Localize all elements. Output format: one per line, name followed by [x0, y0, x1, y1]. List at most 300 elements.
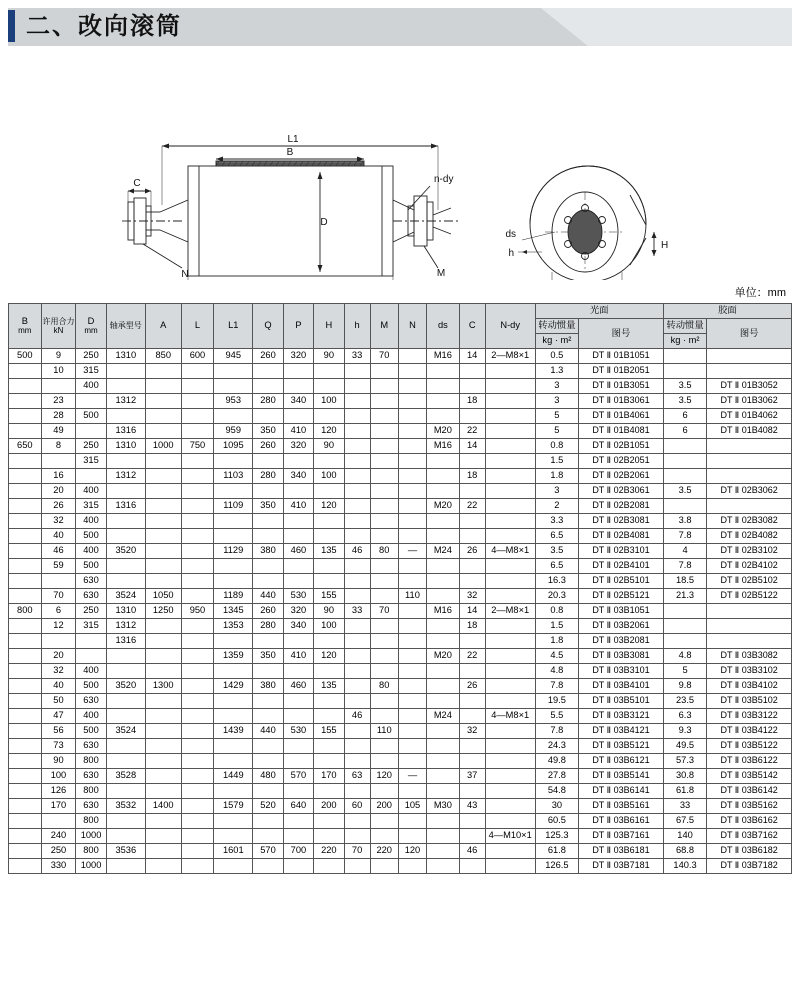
- cell-Q: [253, 409, 283, 424]
- cell-F: 100: [41, 769, 76, 784]
- cell-drawing-smooth: DT Ⅱ 03B1051: [579, 604, 664, 619]
- cell-B: [9, 394, 42, 409]
- cell-C: [459, 784, 485, 799]
- cell-drawing-smooth: DT Ⅱ 02B4081: [579, 529, 664, 544]
- cell-Q: [253, 454, 283, 469]
- cell-N: [398, 349, 426, 364]
- cell-ds: [427, 664, 460, 679]
- cell-P: [283, 364, 313, 379]
- cell-ndy: [485, 634, 535, 649]
- cell-A: [145, 709, 181, 724]
- cell-ndy: [485, 859, 535, 874]
- cell-B: 800: [9, 604, 42, 619]
- cell-drawing-rubber: DT Ⅱ 01B3062: [707, 394, 792, 409]
- cell-D: 800: [76, 754, 106, 769]
- cell-L1: [214, 379, 253, 394]
- cell-bearing: [106, 529, 145, 544]
- cell-L1: 945: [214, 349, 253, 364]
- cell-M: [370, 514, 398, 529]
- cell-Q: [253, 634, 283, 649]
- cell-M: [370, 694, 398, 709]
- cell-ndy: [485, 754, 535, 769]
- cell-inertia-smooth: 3: [535, 484, 578, 499]
- cell-D: 400: [76, 664, 106, 679]
- cell-h: [344, 679, 370, 694]
- col-C: C: [459, 304, 485, 349]
- cell-drawing-rubber: DT Ⅱ 03B7162: [707, 829, 792, 844]
- cell-F: 90: [41, 754, 76, 769]
- cell-C: [459, 529, 485, 544]
- col-ds: ds: [427, 304, 460, 349]
- cell-H: 90: [314, 439, 344, 454]
- cell-D: 1000: [76, 859, 106, 874]
- cell-P: [283, 664, 313, 679]
- cell-inertia-rubber: 21.3: [663, 589, 706, 604]
- cell-P: [283, 454, 313, 469]
- cell-h: [344, 859, 370, 874]
- cell-Q: 440: [253, 589, 283, 604]
- cell-Q: [253, 379, 283, 394]
- cell-ndy: [485, 484, 535, 499]
- cell-F: [41, 634, 76, 649]
- cell-Q: [253, 364, 283, 379]
- cell-H: [314, 859, 344, 874]
- cell-C: [459, 664, 485, 679]
- cell-ndy: [485, 559, 535, 574]
- cell-L: [181, 754, 214, 769]
- cell-N: [398, 514, 426, 529]
- cell-A: [145, 739, 181, 754]
- cell-M: [370, 499, 398, 514]
- dim-label-M: M: [436, 268, 446, 279]
- col-bearing: 轴承型号: [106, 304, 145, 349]
- cell-ds: M20: [427, 499, 460, 514]
- cell-ds: M24: [427, 544, 460, 559]
- cell-ndy: [485, 769, 535, 784]
- cell-ndy: 4—M8×1: [485, 544, 535, 559]
- cell-C: [459, 454, 485, 469]
- cell-h: [344, 649, 370, 664]
- cell-C: [459, 514, 485, 529]
- dim-label-L1: L1: [287, 134, 299, 145]
- cell-N: —: [398, 769, 426, 784]
- cell-inertia-smooth: 1.3: [535, 364, 578, 379]
- cell-B: [9, 424, 42, 439]
- cell-D: 500: [76, 529, 106, 544]
- cell-H: [314, 409, 344, 424]
- cell-H: [314, 634, 344, 649]
- cell-N: [398, 859, 426, 874]
- cell-ds: [427, 859, 460, 874]
- cell-F: 40: [41, 529, 76, 544]
- cell-P: 410: [283, 499, 313, 514]
- cell-bearing: 3524: [106, 589, 145, 604]
- cell-P: [283, 379, 313, 394]
- cell-L: [181, 799, 214, 814]
- cell-ndy: [485, 514, 535, 529]
- cell-D: 800: [76, 844, 106, 859]
- cell-h: 63: [344, 769, 370, 784]
- cell-D: 630: [76, 739, 106, 754]
- table-row: [9, 559, 792, 574]
- cell-C: 14: [459, 604, 485, 619]
- cell-h: [344, 379, 370, 394]
- cell-h: [344, 814, 370, 829]
- cell-P: 530: [283, 724, 313, 739]
- table-row: [9, 784, 792, 799]
- cell-inertia-smooth: 7.8: [535, 724, 578, 739]
- cell-Q: [253, 529, 283, 544]
- col-inertia-rubber-unit: kg · m²: [663, 334, 706, 349]
- cell-L1: 1449: [214, 769, 253, 784]
- table-row: [9, 514, 792, 529]
- cell-L1: [214, 574, 253, 589]
- cell-F: 49: [41, 424, 76, 439]
- cell-ds: [427, 469, 460, 484]
- cell-ds: [427, 739, 460, 754]
- cell-F: 8: [41, 439, 76, 454]
- cell-H: [314, 664, 344, 679]
- cell-bearing: 1312: [106, 394, 145, 409]
- cell-inertia-rubber: 4: [663, 544, 706, 559]
- cell-drawing-smooth: DT Ⅱ 03B5121: [579, 739, 664, 754]
- cell-inertia-smooth: 1.8: [535, 634, 578, 649]
- cell-ndy: [485, 844, 535, 859]
- cell-A: 1250: [145, 604, 181, 619]
- cell-B: [9, 739, 42, 754]
- cell-bearing: [106, 859, 145, 874]
- cell-M: [370, 619, 398, 634]
- cell-C: [459, 754, 485, 769]
- cell-L1: [214, 859, 253, 874]
- cell-ds: [427, 574, 460, 589]
- cell-D: 315: [76, 619, 106, 634]
- cell-A: [145, 829, 181, 844]
- cell-drawing-smooth: DT Ⅱ 01B4081: [579, 424, 664, 439]
- table-row: [9, 709, 792, 724]
- cell-drawing-smooth: DT Ⅱ 03B2081: [579, 634, 664, 649]
- dim-label-ds: ds: [505, 229, 516, 240]
- cell-Q: 280: [253, 469, 283, 484]
- cell-drawing-smooth: DT Ⅱ 02B2051: [579, 454, 664, 469]
- cell-drawing-rubber: DT Ⅱ 01B4082: [707, 424, 792, 439]
- cell-F: 47: [41, 709, 76, 724]
- cell-P: [283, 484, 313, 499]
- cell-H: 90: [314, 349, 344, 364]
- cell-H: 120: [314, 499, 344, 514]
- cell-Q: 350: [253, 499, 283, 514]
- cell-ds: [427, 454, 460, 469]
- cell-inertia-smooth: 3: [535, 379, 578, 394]
- cell-inertia-rubber: 3.8: [663, 514, 706, 529]
- cell-ds: M20: [427, 649, 460, 664]
- cell-H: 100: [314, 394, 344, 409]
- cell-F: 32: [41, 514, 76, 529]
- cell-L1: [214, 664, 253, 679]
- cell-H: [314, 739, 344, 754]
- cell-B: [9, 769, 42, 784]
- cell-B: [9, 364, 42, 379]
- cell-bearing: [106, 784, 145, 799]
- cell-ndy: [485, 664, 535, 679]
- table-row: [9, 454, 792, 469]
- cell-P: 340: [283, 469, 313, 484]
- cell-C: 22: [459, 649, 485, 664]
- cell-h: [344, 529, 370, 544]
- cell-bearing: [106, 694, 145, 709]
- cell-N: [398, 619, 426, 634]
- cell-F: [41, 574, 76, 589]
- cell-H: 135: [314, 679, 344, 694]
- cell-A: [145, 619, 181, 634]
- cell-ds: [427, 394, 460, 409]
- cell-drawing-rubber: DT Ⅱ 03B3082: [707, 649, 792, 664]
- cell-H: [314, 829, 344, 844]
- cell-drawing-rubber: DT Ⅱ 03B4122: [707, 724, 792, 739]
- cell-drawing-rubber: DT Ⅱ 03B3122: [707, 709, 792, 724]
- cell-A: [145, 844, 181, 859]
- cell-drawing-rubber: DT Ⅱ 02B4102: [707, 559, 792, 574]
- cell-C: 43: [459, 799, 485, 814]
- cell-F: 20: [41, 484, 76, 499]
- cell-L1: [214, 829, 253, 844]
- cell-D: 500: [76, 724, 106, 739]
- cell-B: [9, 484, 42, 499]
- cell-H: 200: [314, 799, 344, 814]
- cell-inertia-rubber: 7.8: [663, 559, 706, 574]
- cell-L1: [214, 694, 253, 709]
- cell-D: 250: [76, 439, 106, 454]
- cell-C: 18: [459, 619, 485, 634]
- cell-D: 630: [76, 589, 106, 604]
- cell-N: [398, 694, 426, 709]
- cell-B: 500: [9, 349, 42, 364]
- cell-L: [181, 484, 214, 499]
- cell-drawing-rubber: DT Ⅱ 02B3082: [707, 514, 792, 529]
- cell-D: 315: [76, 364, 106, 379]
- cell-L: [181, 544, 214, 559]
- cell-bearing: [106, 484, 145, 499]
- cell-L: [181, 649, 214, 664]
- cell-h: [344, 409, 370, 424]
- cell-C: 46: [459, 844, 485, 859]
- cell-inertia-rubber: [663, 364, 706, 379]
- cell-bearing: [106, 409, 145, 424]
- cell-h: [344, 589, 370, 604]
- col-M: M: [370, 304, 398, 349]
- cell-ds: [427, 559, 460, 574]
- cell-Q: 350: [253, 649, 283, 664]
- cell-B: [9, 634, 42, 649]
- cell-inertia-rubber: [663, 619, 706, 634]
- cell-N: [398, 469, 426, 484]
- cell-drawing-rubber: DT Ⅱ 03B5102: [707, 694, 792, 709]
- cell-drawing-rubber: [707, 469, 792, 484]
- cell-M: [370, 394, 398, 409]
- cell-D: 800: [76, 814, 106, 829]
- cell-ndy: [485, 799, 535, 814]
- cell-drawing-smooth: DT Ⅱ 03B7181: [579, 859, 664, 874]
- cell-inertia-smooth: 3.5: [535, 544, 578, 559]
- cell-drawing-smooth: DT Ⅱ 02B4101: [579, 559, 664, 574]
- cell-inertia-rubber: 5: [663, 664, 706, 679]
- cell-F: 16: [41, 469, 76, 484]
- cell-bearing: [106, 379, 145, 394]
- drawing-svg: [10, 60, 790, 280]
- cell-L1: 1353: [214, 619, 253, 634]
- cell-inertia-smooth: 1.5: [535, 454, 578, 469]
- cell-M: [370, 439, 398, 454]
- cell-Q: 280: [253, 619, 283, 634]
- cell-ndy: [485, 364, 535, 379]
- cell-P: [283, 754, 313, 769]
- cell-ndy: [485, 739, 535, 754]
- cell-M: [370, 559, 398, 574]
- table-row: [9, 394, 792, 409]
- cell-D: 315: [76, 454, 106, 469]
- cell-Q: 440: [253, 724, 283, 739]
- cell-B: [9, 859, 42, 874]
- table-row: [9, 664, 792, 679]
- cell-h: [344, 754, 370, 769]
- cell-F: 70: [41, 589, 76, 604]
- cell-ndy: [485, 379, 535, 394]
- cell-ndy: [485, 439, 535, 454]
- cell-P: 340: [283, 394, 313, 409]
- cell-D: 500: [76, 559, 106, 574]
- cell-M: [370, 454, 398, 469]
- cell-A: 1000: [145, 439, 181, 454]
- cell-Q: 260: [253, 604, 283, 619]
- cell-M: [370, 529, 398, 544]
- cell-Q: [253, 814, 283, 829]
- cell-H: 155: [314, 724, 344, 739]
- cell-N: [398, 394, 426, 409]
- cell-D: 400: [76, 514, 106, 529]
- col-group-smooth: 光面: [535, 304, 663, 319]
- cell-M: [370, 859, 398, 874]
- cell-N: [398, 439, 426, 454]
- cell-N: 110: [398, 589, 426, 604]
- table-row: [9, 844, 792, 859]
- cell-ndy: 2—M8×1: [485, 349, 535, 364]
- cell-ds: M16: [427, 439, 460, 454]
- cell-h: 33: [344, 604, 370, 619]
- cell-L: [181, 499, 214, 514]
- cell-drawing-rubber: [707, 349, 792, 364]
- cell-h: [344, 364, 370, 379]
- cell-h: [344, 499, 370, 514]
- cell-inertia-smooth: 6.5: [535, 529, 578, 544]
- cell-ndy: [485, 814, 535, 829]
- cell-inertia-smooth: 27.8: [535, 769, 578, 784]
- cell-drawing-smooth: DT Ⅱ 03B6121: [579, 754, 664, 769]
- cell-C: 26: [459, 544, 485, 559]
- cell-D: 315: [76, 499, 106, 514]
- cell-N: [398, 379, 426, 394]
- cell-F: 56: [41, 724, 76, 739]
- cell-Q: 260: [253, 349, 283, 364]
- cell-F: 330: [41, 859, 76, 874]
- cell-drawing-smooth: DT Ⅱ 02B2081: [579, 499, 664, 514]
- cell-M: [370, 409, 398, 424]
- cell-A: [145, 724, 181, 739]
- cell-N: 120: [398, 844, 426, 859]
- cell-N: [398, 724, 426, 739]
- cell-F: 6: [41, 604, 76, 619]
- cell-inertia-smooth: 7.8: [535, 679, 578, 694]
- cell-L1: 1095: [214, 439, 253, 454]
- cell-bearing: 3532: [106, 799, 145, 814]
- cell-ds: M20: [427, 424, 460, 439]
- table-row: [9, 469, 792, 484]
- cell-drawing-smooth: DT Ⅱ 02B5121: [579, 589, 664, 604]
- cell-bearing: 1312: [106, 619, 145, 634]
- cell-B: [9, 754, 42, 769]
- cell-P: [283, 739, 313, 754]
- cell-Q: [253, 709, 283, 724]
- cell-ds: [427, 619, 460, 634]
- cell-H: [314, 364, 344, 379]
- cell-bearing: 3528: [106, 769, 145, 784]
- cell-inertia-rubber: 3.5: [663, 484, 706, 499]
- cell-F: 50: [41, 694, 76, 709]
- cell-N: [398, 604, 426, 619]
- cell-H: [314, 754, 344, 769]
- cell-ds: [427, 724, 460, 739]
- cell-N: [398, 364, 426, 379]
- col-drawing-rubber: 图号: [707, 319, 792, 349]
- cell-drawing-rubber: [707, 604, 792, 619]
- cell-inertia-smooth: 16.3: [535, 574, 578, 589]
- cell-D: [76, 634, 106, 649]
- col-Q: Q: [253, 304, 283, 349]
- cell-h: [344, 454, 370, 469]
- cell-inertia-rubber: 6.3: [663, 709, 706, 724]
- table-row: [9, 799, 792, 814]
- cell-drawing-smooth: DT Ⅱ 03B3081: [579, 649, 664, 664]
- cell-L: [181, 694, 214, 709]
- cell-A: [145, 859, 181, 874]
- cell-drawing-smooth: DT Ⅱ 03B3121: [579, 709, 664, 724]
- cell-C: [459, 814, 485, 829]
- cell-N: [398, 754, 426, 769]
- cell-F: 73: [41, 739, 76, 754]
- cell-F: 23: [41, 394, 76, 409]
- cell-A: [145, 694, 181, 709]
- cell-B: [9, 694, 42, 709]
- cell-H: 120: [314, 424, 344, 439]
- table-row: [9, 379, 792, 394]
- cell-inertia-rubber: 9.3: [663, 724, 706, 739]
- table-row: [9, 529, 792, 544]
- cell-Q: 280: [253, 394, 283, 409]
- cell-F: 46: [41, 544, 76, 559]
- cell-F: 28: [41, 409, 76, 424]
- cell-drawing-smooth: DT Ⅱ 02B3081: [579, 514, 664, 529]
- cell-Q: [253, 664, 283, 679]
- cell-inertia-smooth: 19.5: [535, 694, 578, 709]
- table-row: [9, 769, 792, 784]
- col-h: h: [344, 304, 370, 349]
- cell-h: [344, 469, 370, 484]
- cell-D: 250: [76, 604, 106, 619]
- cell-h: 33: [344, 349, 370, 364]
- cell-L: [181, 394, 214, 409]
- cell-B: [9, 679, 42, 694]
- cell-H: [314, 514, 344, 529]
- cell-inertia-smooth: 0.8: [535, 439, 578, 454]
